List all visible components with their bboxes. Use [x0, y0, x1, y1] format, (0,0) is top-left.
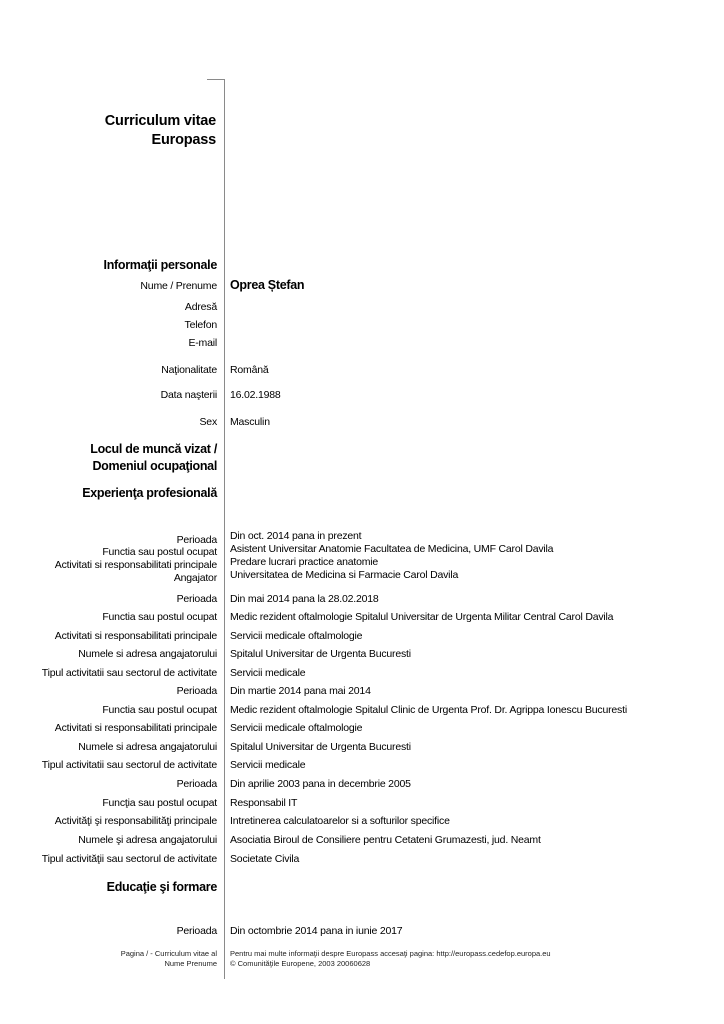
exp-value: Din martie 2014 pana mai 2014 [230, 685, 371, 697]
exp-value: Universitatea de Medicina si Farmacie Carol Davila [230, 569, 459, 581]
exp-value: Servicii medicale oftalmologie [230, 630, 363, 642]
cv-title [105, 112, 216, 150]
exp-label: Activitati si responsabilitati principale [54, 559, 217, 571]
section-personal-heading: Informaţii personale [103, 258, 217, 272]
exp-label: Perioada [176, 778, 217, 790]
column-divider [224, 79, 225, 979]
label-phone: Telefon [184, 319, 217, 331]
exp-label: Activitati si responsabilitati principale [54, 630, 217, 642]
exp-label: Numele si adresa angajatorului [78, 741, 217, 753]
exp-label: Activităţi şi responsabilităţi principale [54, 815, 217, 827]
footer-copyright-line: © Comunităţile Europene, 2003 20060628 [230, 959, 371, 968]
exp-value: Spitalul Universitar de Urgenta Bucuresti [230, 741, 411, 753]
exp-value: Din mai 2014 pana la 28.02.2018 [230, 593, 379, 605]
exp-label: Activitati si responsabilitati principale [54, 722, 217, 734]
label-email: E-mail [188, 337, 217, 349]
exp-value: Servicii medicale [230, 667, 306, 679]
footer-page-info [121, 949, 217, 969]
cv-title-line-1: Curriculum vitae [104, 113, 216, 129]
exp-value: Din aprilie 2003 pana in decembrie 2005 [230, 778, 411, 790]
exp-value: Responsabil IT [230, 797, 298, 809]
exp-label: Tipul activitatii sau sectorul de activitate [41, 759, 217, 771]
exp-value: Asistent Universitar Anatomie Facultatea de Medicina, UMF Carol Davila [230, 543, 554, 555]
exp-label: Perioada [176, 534, 217, 546]
exp-value: Spitalul Universitar de Urgenta Bucuresti [230, 648, 411, 660]
job-target-line-1: Locul de muncă vizat / [90, 442, 217, 456]
exp-label: Perioada [176, 685, 217, 697]
exp-label: Functia sau postul ocupat [102, 611, 217, 623]
exp-value: Predare lucrari practice anatomie [230, 556, 379, 568]
exp-label: Perioada [176, 593, 217, 605]
exp-label: Numele şi adresa angajatorului [78, 834, 217, 846]
label-sex: Sex [199, 416, 217, 428]
exp-label: Tipul activităţii sau sectorul de activitate [41, 853, 217, 865]
exp-label: Tipul activitatii sau sectorul de activitate [41, 667, 217, 679]
section-job-target-heading [90, 441, 217, 475]
label-nationality: Naţionalitate [161, 364, 217, 376]
section-experience-heading: Experienţa profesională [82, 486, 217, 500]
exp-value: Medic rezident oftalmologie Spitalul Clinic de Urgenta Prof. Dr. Agrippa Ionescu Bucuresti [230, 704, 627, 716]
exp-label: Functia sau postul ocupat [102, 546, 217, 558]
exp-value: Societate Civila [230, 853, 300, 865]
edu-value: Din octombrie 2014 pana in iunie 2017 [230, 925, 403, 937]
exp-value: Intretinerea calculatoarelor si a softurilor specifice [230, 815, 450, 827]
value-nationality: Română [230, 364, 269, 376]
label-name: Nume / Prenume [140, 280, 217, 292]
cv-title-line-2: Europass [151, 132, 216, 148]
exp-value: Medic rezident oftalmologie Spitalul Universitar de Urgenta Militar Central Carol Davila [230, 611, 614, 623]
label-birthdate: Data naşterii [160, 389, 217, 401]
exp-label: Angajator [173, 572, 217, 584]
exp-value: Asociatia Biroul de Consiliere pentru Cetateni Grumazesti, jud. Neamt [230, 834, 541, 846]
footer-europass-info [230, 949, 551, 969]
exp-label: Numele si adresa angajatorului [78, 648, 217, 660]
exp-label: Functia sau postul ocupat [102, 704, 217, 716]
edu-label: Perioada [176, 925, 217, 937]
footer-page-line-1: Pagina / - Curriculum vitae al [120, 949, 217, 958]
exp-value: Servicii medicale oftalmologie [230, 722, 363, 734]
exp-value: Din oct. 2014 pana in prezent [230, 530, 362, 542]
footer-europass-line-1: Pentru mai multe informaţii despre Europass accesaţi pagina: http://europass.cedefop.europa.eu [230, 949, 551, 958]
value-birthdate: 16.02.1988 [230, 389, 281, 401]
value-name: Oprea Ștefan [230, 278, 305, 292]
header-rule [207, 79, 224, 80]
job-target-line-2: Domeniul ocupaţional [92, 459, 217, 473]
section-education-heading: Educaţie şi formare [106, 880, 217, 894]
label-address: Adresă [184, 301, 217, 313]
value-sex: Masculin [230, 416, 270, 428]
exp-label: Funcţia sau postul ocupat [102, 797, 217, 809]
exp-value: Servicii medicale [230, 759, 306, 771]
footer-page-line-2: Nume Prenume [164, 959, 217, 968]
